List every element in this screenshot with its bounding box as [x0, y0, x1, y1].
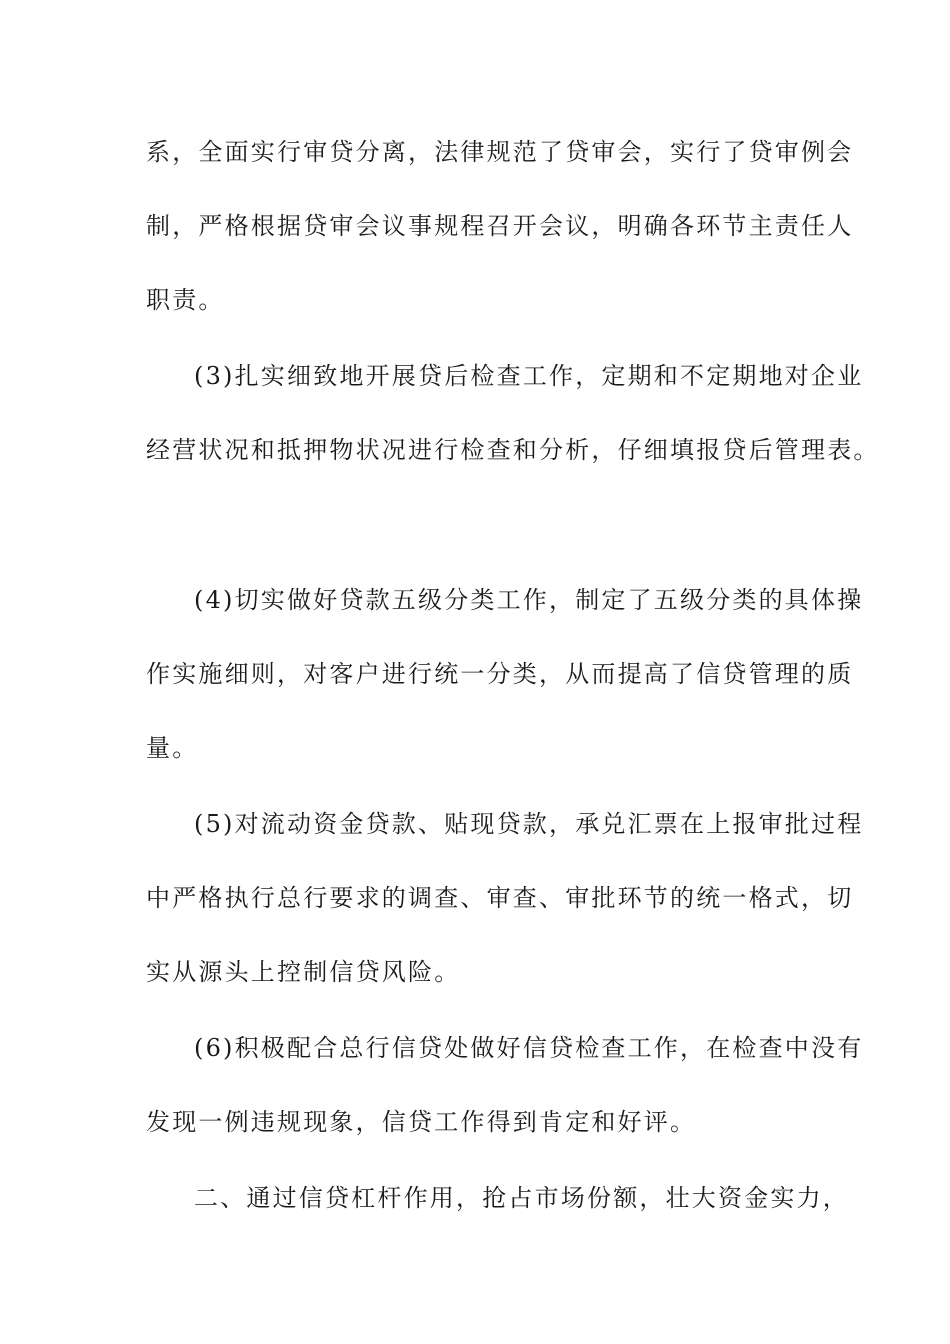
text-line: 发现一例违规现象，信贷工作得到肯定和好评。 — [146, 1108, 697, 1136]
text-line: 量。 — [146, 734, 199, 762]
text-line: 实从源头上控制信贷风险。 — [146, 958, 461, 986]
text-line: 系，全面实行审贷分离，法律规范了贷审会，实行了贷审例会 — [146, 138, 854, 166]
text-line: 制，严格根据贷审会议事规程召开会议，明确各环节主责任人 — [146, 212, 854, 240]
paragraph-5-start: (5)对流动资金贷款、贴现贷款，承兑汇票在上报审批过程 — [194, 810, 864, 838]
text-line: 作实施细则，对客户进行统一分类，从而提高了信贷管理的质 — [146, 660, 854, 688]
paragraph-6-start: (6)积极配合总行信贷处做好信贷检查工作，在检查中没有 — [194, 1034, 864, 1062]
section-heading-2: 二、通过信贷杠杆作用，抢占市场份额，壮大资金实力， — [194, 1184, 849, 1212]
paragraph-4-start: (4)切实做好贷款五级分类工作，制定了五级分类的具体操 — [194, 586, 864, 614]
text-line: 经营状况和抵押物状况进行检查和分析，仔细填报贷后管理表。 — [146, 436, 880, 464]
text-line: 中严格执行总行要求的调查、审查、审批环节的统一格式，切 — [146, 884, 854, 912]
text-line: 职责。 — [146, 286, 225, 314]
paragraph-3-start: (3)扎实细致地开展贷后检查工作，定期和不定期地对企业 — [194, 362, 864, 390]
